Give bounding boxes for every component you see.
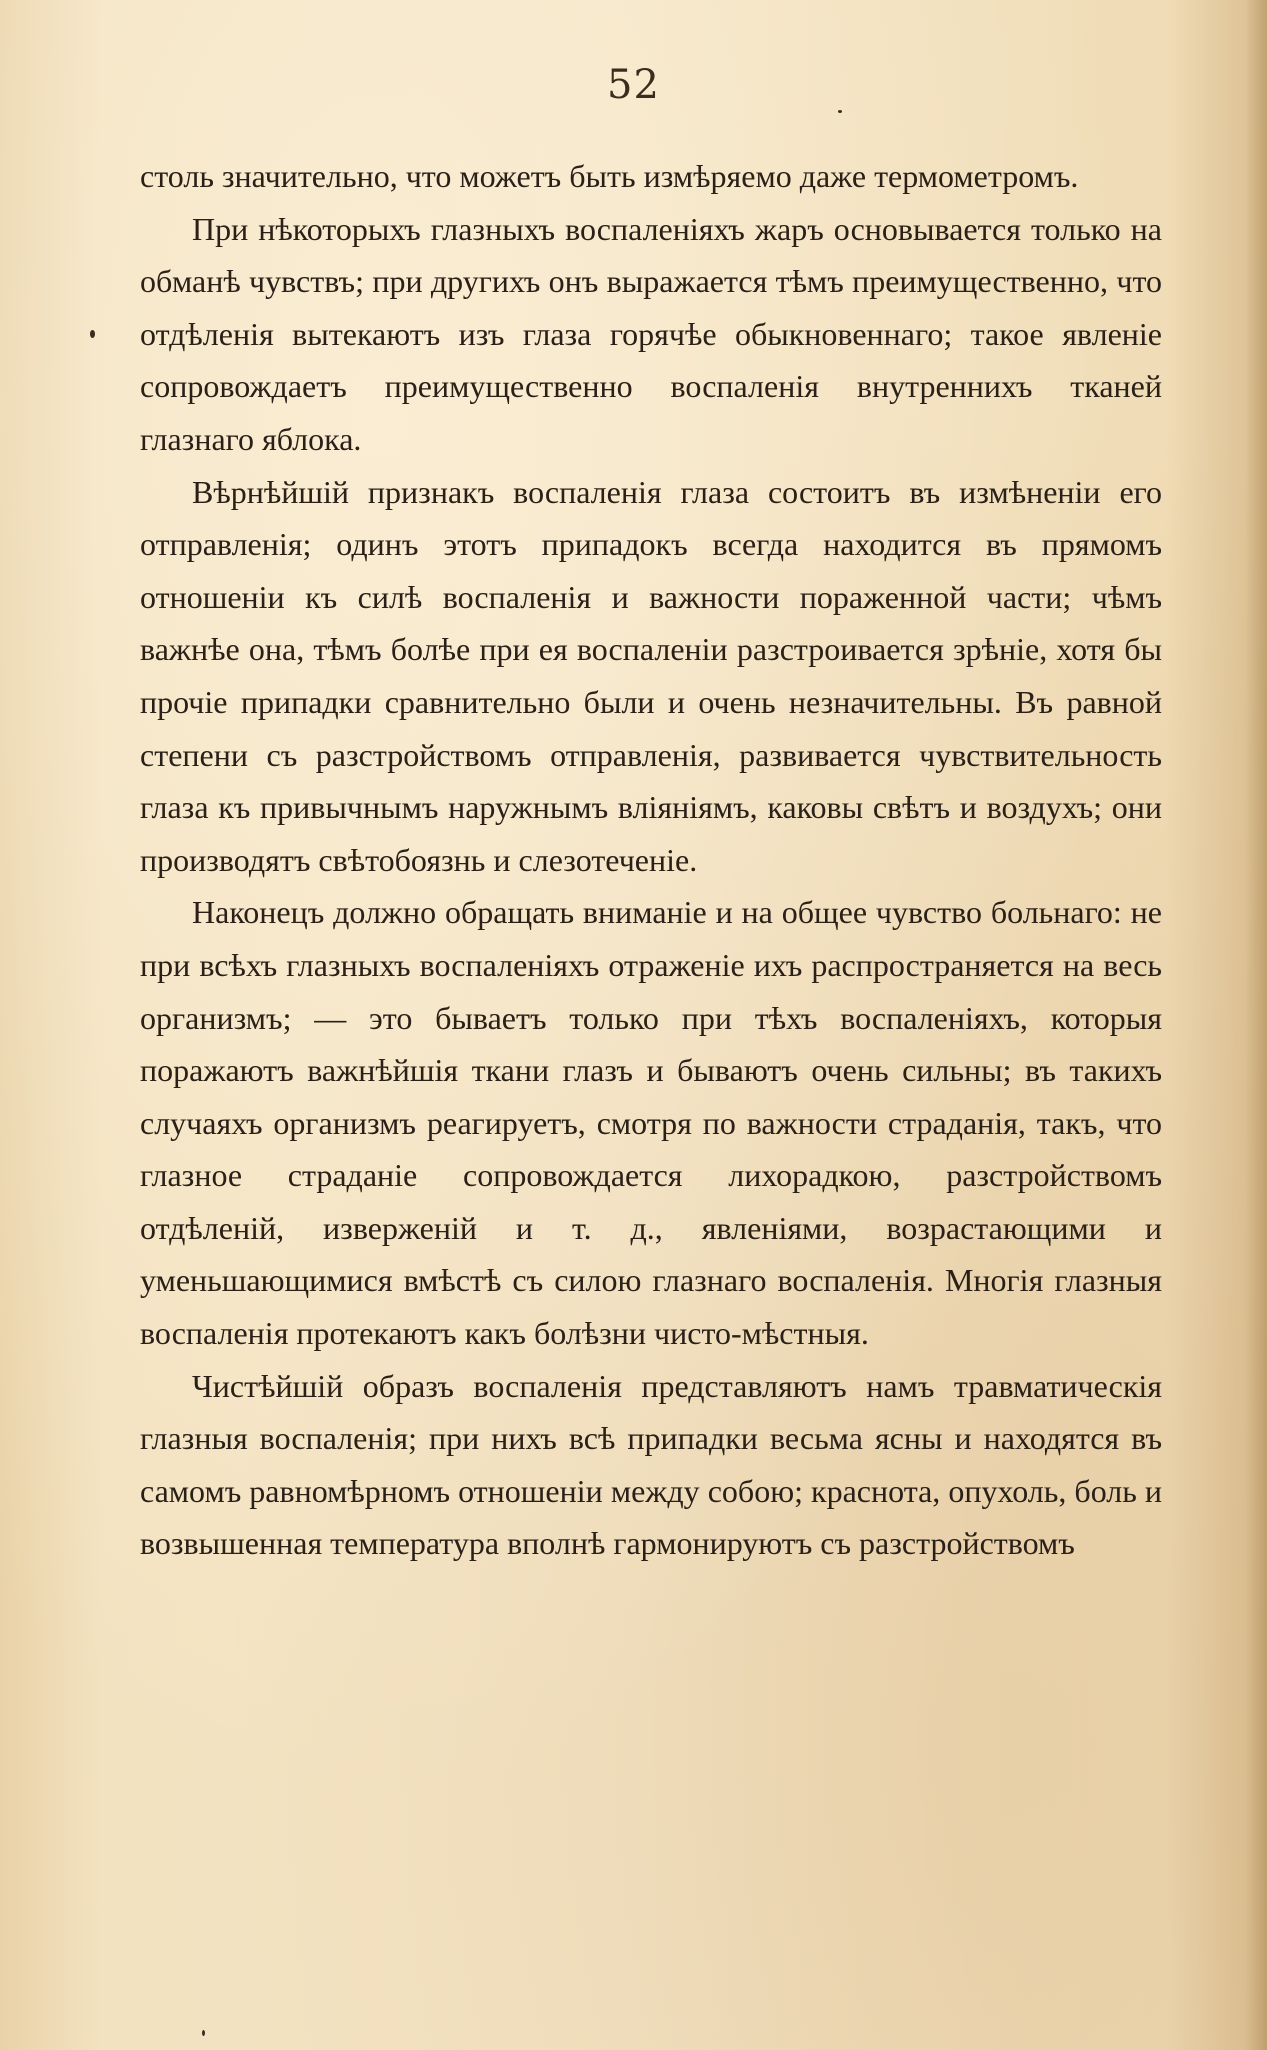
paragraph: Наконецъ должно обращать вниманіе и на общее чувство больнаго: не при всѣхъ глазныхъ воспаленіяхъ отраженіе ихъ распространяется на весь организмъ; — это бываетъ только при тѣхъ воспаленіяхъ, которыя поражаютъ важнѣйшія ткани глазъ и бываютъ очень сильны; въ такихъ случаяхъ организмъ реагируетъ, смотря по важности страданія, такъ, что глазное страданіе сопровождается лихорадкою, разстройствомъ отдѣленій, изверженій и т. д., явленіями, возрастающими и уменьшающимися вмѣстѣ съ силою глазнаго воспаленія. Многія глазныя воспаленія протекаютъ какъ болѣзни чисто-мѣстныя. — [140, 894, 1162, 1352]
ink-speck — [838, 110, 842, 113]
page-edge-shadow — [1245, 0, 1267, 2050]
paragraph: Вѣрнѣйшій признакъ воспаленія глаза состоитъ въ измѣненіи его отправленія; одинъ этотъ припадокъ всегда находится въ прямомъ отношеніи къ силѣ воспаленія и важности пораженной части; чѣмъ важнѣе она, тѣмъ болѣе при ея воспаленіи разстроивается зрѣніе, хотя бы прочіе припадки сравнительно были и очень незначительны. Въ равной степени съ разстройствомъ отправленія, развивается чувствительность глаза къ привычнымъ наружнымъ вліяніямъ, каковы свѣтъ и воздухъ; они производятъ свѣтобоязнь и слезотеченіе. — [140, 473, 1162, 878]
paragraph: Чистѣйшій образъ воспаленія представляютъ намъ травматическія глазныя воспаленія; при нихъ всѣ припадки весьма ясны и находятся въ самомъ равномѣрномъ отношеніи между собою; краснота, опухоль, боль и возвышенная температура вполнѣ гармонируютъ съ разстройствомъ — [140, 1367, 1162, 1562]
paragraph: столь значительно, что можетъ быть измѣряемо даже термометромъ. — [140, 158, 1079, 194]
page-number: 52 — [607, 62, 660, 108]
ink-speck — [90, 330, 95, 338]
paragraph: При нѣкоторыхъ глазныхъ воспаленіяхъ жаръ основывается только на обманѣ чувствъ; при другихъ онъ выражается тѣмъ преимущественно, что отдѣленія вытекаютъ изъ глаза горячѣе обыкновеннаго; такое явленіе сопровождаетъ преимущественно воспаленія внутреннихъ тканей глазнаго яблока. — [140, 210, 1162, 457]
ink-speck — [202, 2030, 205, 2036]
body-text — [140, 150, 1162, 1570]
